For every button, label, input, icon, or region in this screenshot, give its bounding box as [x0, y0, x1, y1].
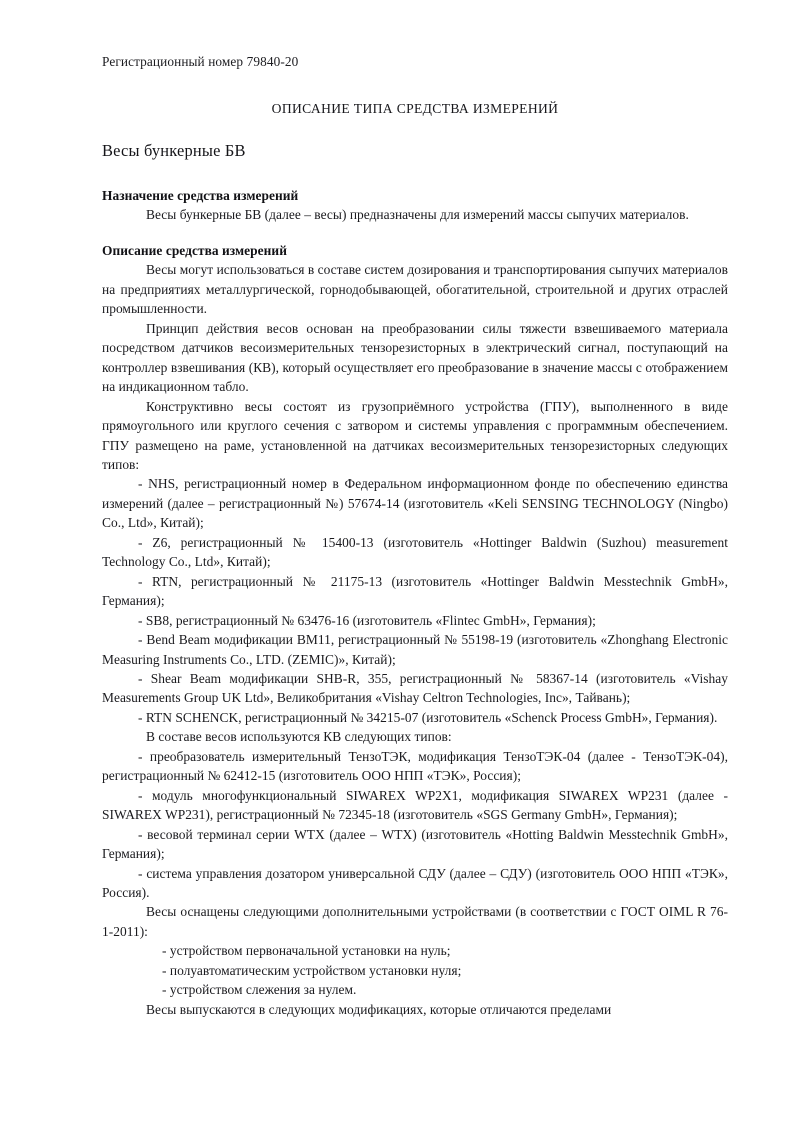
sensor-list-item: - RTN, регистрационный № 21175-13 (изготовитель «Hottinger Baldwin Messtechnik GmbH», Германия);: [102, 573, 728, 609]
section-heading-description: Описание средства измерений: [102, 243, 287, 259]
controller-list-item: - модуль многофункциональный SIWAREX WP2X1, модификация SIWAREX WP231 (далее - SIWAREX WP231), регистрационный № 72345-18 (изготовитель «SGS Germany GmbH», Германия);: [102, 787, 728, 823]
sensor-list-item: - NHS, регистрационный номер в Федеральном информационном фонде по обеспечению единства измерений (далее – регистрационный №) 57674-14 (изготовитель «Keli SENSING TECHNOLOGY (Ningbo) Co., Ltd», Китай);: [102, 476, 728, 531]
device-list-item: - полуавтоматическим устройством установки нуля;: [162, 962, 462, 978]
paragraph-devices-intro: Весы оснащены следующими дополнительными устройствами (в соответствии с ГОСТ OIML R 76-1-2011):: [102, 904, 728, 939]
device-list-item: - устройством слежения за нулем.: [162, 982, 357, 998]
section-heading-purpose: Назначение средства измерений: [102, 188, 299, 203]
paragraph-modifications-intro: Весы выпускаются в следующих модификациях, которые отличаются пределами: [146, 1001, 612, 1017]
paragraph-description-2: Принцип действия весов основан на преобразовании силы тяжести взвешиваемого материала посредством датчиков весоизмерительных тензорезисторных в электрический сигнал, поступающий на контроллер взвешивания (КВ), который осуществляет его преобразование в значение массы с отображением на индикационном табло.: [102, 320, 728, 395]
sensor-list-item: - Bend Beam модификации BM11, регистрационный № 55198-19 (изготовитель «Zhonghang Electronic Measuring Instruments Co., LTD. (ZEMIC)», Китай);: [102, 632, 728, 667]
controller-list-item: - преобразователь измерительный ТензоТЭК, модификация ТензоТЭК-04 (далее - ТензоТЭК-04), регистрационный № 62412-15 (изготовитель ООО НПП «ТЭК», Россия);: [102, 748, 728, 784]
registration-number-line: Регистрационный номер 79840-20: [102, 54, 299, 69]
paragraph-controllers-intro: В составе весов используются КВ следующих типов:: [146, 729, 452, 745]
sensor-list-item: - SB8, регистрационный № 63476-16 (изготовитель «Flintec GmbH», Германия);: [138, 612, 596, 628]
device-list-item: - устройством первоначальной установки на нуль;: [162, 943, 451, 959]
sensor-list-item: - Shear Beam модификации SHB-R, 355, регистрационный № 58367-14 (изготовитель «Vishay Measurements Group UK Ltd», Великобритания «Vishay Celtron Technologies, Inc», Тайвань);: [102, 670, 728, 706]
product-name-heading: Весы бункерные БВ: [102, 141, 246, 160]
document-title: ОПИСАНИЕ ТИПА СРЕДСТВА ИЗМЕРЕНИЙ: [271, 101, 559, 116]
controller-list-item: - система управления дозатором универсальной СДУ (далее – СДУ) (изготовитель ООО НПП «ТЭК», Россия).: [102, 865, 728, 900]
page-content: [102, 52, 728, 1019]
sensor-list-item: - RTN SCHENCK, регистрационный № 34215-07 (изготовитель «Schenck Process GmbH», Германия).: [138, 709, 718, 725]
paragraph-description-3: Конструктивно весы состоят из грузоприёмного устройства (ГПУ), выполненного в виде прямоугольного или круглого сечения с затвором и системы управления с программным обеспечением. ГПУ размещено на раме, установленной на датчиках весоизмерительных тензорезисторных следующих типов:: [102, 398, 728, 472]
paragraph-purpose: Весы бункерные БВ (далее – весы) предназначены для измерений массы сыпучих материалов.: [146, 207, 689, 222]
controller-list-item: - весовой терминал серии WTX (далее – WTX) (изготовитель «Hotting Baldwin Messtechnik GmbH», Германия);: [102, 826, 728, 862]
paragraph-description-1: Весы могут использоваться в составе систем дозирования и транспортирования сыпучих материалов на предприятиях металлургической, горнодобывающей, обогатительной, строительной и других отраслей промышленности.: [102, 262, 728, 317]
sensor-list-item: - Z6, регистрационный № 15400-13 (изготовитель «Hottinger Baldwin (Suzhou) measurement Technology Co., Ltd», Китай);: [102, 534, 728, 570]
